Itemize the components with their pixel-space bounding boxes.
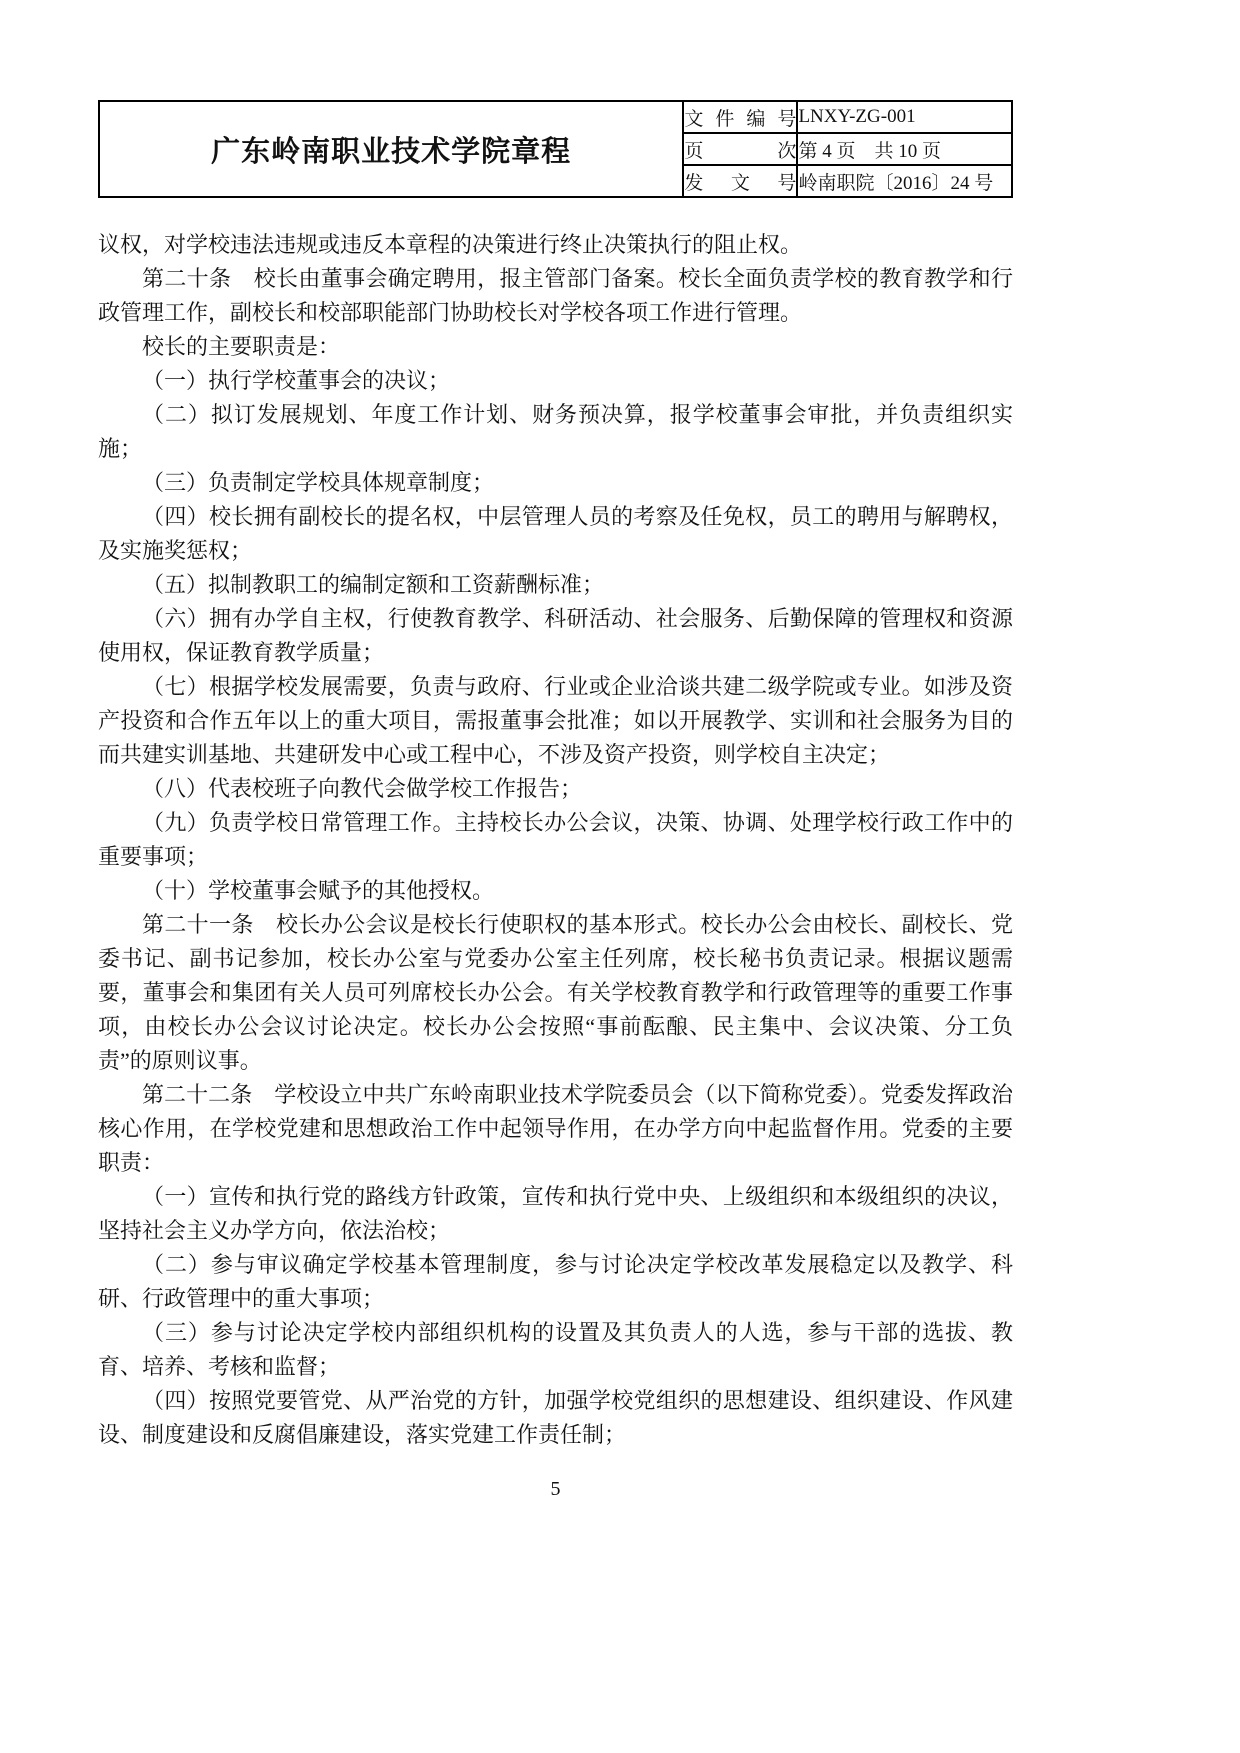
paragraph: 第二十一条 校长办公会议是校长行使职权的基本形式。校长办公会由校长、副校长、党委书记、副书记参加，校长办公室与党委办公室主任列席，校长秘书负责记录。根据议题需要，董事会和集团有关人员可列席校长办公会。有关学校教育教学和行政管理等的重要工作事项，由校长办公会议讨论决定。校长办公会按照“事前酝酿、民主集中、会议决策、分工负责”的原则议事。 [98, 912, 1013, 1073]
document-title: 广东岭南职业技术学院章程 [99, 101, 683, 197]
paragraph: （七）根据学校发展需要，负责与政府、行业或企业洽谈共建二级学院或专业。如涉及资产投资和合作五年以上的重大项目，需报董事会批准；如以开展教学、实训和社会服务为目的而共建实训基地、共建研发中心或工程中心，不涉及资产投资，则学校自主决定； [98, 674, 1013, 767]
header-row [99, 101, 1012, 133]
paragraph: （三）负责制定学校具体规章制度； [142, 470, 495, 495]
paragraph: 议权，对学校违法违规或违反本章程的决策进行终止决策执行的阻止权。 [98, 232, 803, 257]
page-count-value: 第 4 页 共 10 页 [797, 133, 1012, 165]
paragraph: （九）负责学校日常管理工作。主持校长办公会议，决策、协调、处理学校行政工作中的重要事项； [98, 810, 1013, 869]
paragraph: （二）参与审议确定学校基本管理制度，参与讨论决定学校改革发展稳定以及教学、科研、行政管理中的重大事项； [98, 1252, 1013, 1311]
issue-number-value: 岭南职院〔2016〕24 号 [797, 165, 1012, 197]
paragraph: （三）参与讨论决定学校内部组织机构的设置及其负责人的人选，参与干部的选拔、教育、培养、考核和监督； [98, 1320, 1013, 1379]
doc-number-value: LNXY-ZG-001 [797, 101, 1012, 133]
paragraph: （一）执行学校董事会的决议； [142, 368, 451, 393]
page-number: 5 [550, 1478, 561, 1500]
issue-number-label: 发文号 [683, 165, 797, 197]
paragraph: （五）拟制教职工的编制定额和工资薪酬标准； [142, 572, 605, 597]
document-header-table [98, 100, 1013, 198]
paragraph: （一）宣传和执行党的路线方针政策，宣传和执行党中央、上级组织和本级组织的决议，坚持社会主义办学方向，依法治校； [98, 1184, 1013, 1243]
paragraph: （六）拥有办学自主权，行使教育教学、科研活动、社会服务、后勤保障的管理权和资源使用权，保证教育教学质量； [98, 606, 1013, 665]
paragraph: （四）按照党要管党、从严治党的方针，加强学校党组织的思想建设、组织建设、作风建设、制度建设和反腐倡廉建设，落实党建工作责任制； [98, 1388, 1013, 1447]
paragraph: （二）拟订发展规划、年度工作计划、财务预决算，报学校董事会审批，并负责组织实施； [98, 402, 1013, 461]
paragraph: 第二十二条 学校设立中共广东岭南职业技术学院委员会（以下简称党委）。党委发挥政治核心作用，在学校党建和思想政治工作中起领导作用，在办学方向中起监督作用。党委的主要职责： [98, 1082, 1013, 1175]
document-content [98, 100, 1013, 1452]
document-body [98, 228, 1013, 1452]
doc-number-label: 文件编号 [683, 101, 797, 133]
paragraph: 第二十条 校长由董事会确定聘用，报主管部门备案。校长全面负责学校的教育教学和行政管理工作，副校长和校部职能部门协助校长对学校各项工作进行管理。 [98, 266, 1013, 325]
paragraph: （八）代表校班子向教代会做学校工作报告； [142, 776, 583, 801]
page-count-label: 页次 [683, 133, 797, 165]
paragraph: （十）学校董事会赋予的其他授权。 [142, 878, 495, 903]
paragraph: 校长的主要职责是： [142, 334, 341, 359]
paragraph: （四）校长拥有副校长的提名权，中层管理人员的考察及任免权，员工的聘用与解聘权，及实施奖惩权； [98, 504, 1013, 563]
